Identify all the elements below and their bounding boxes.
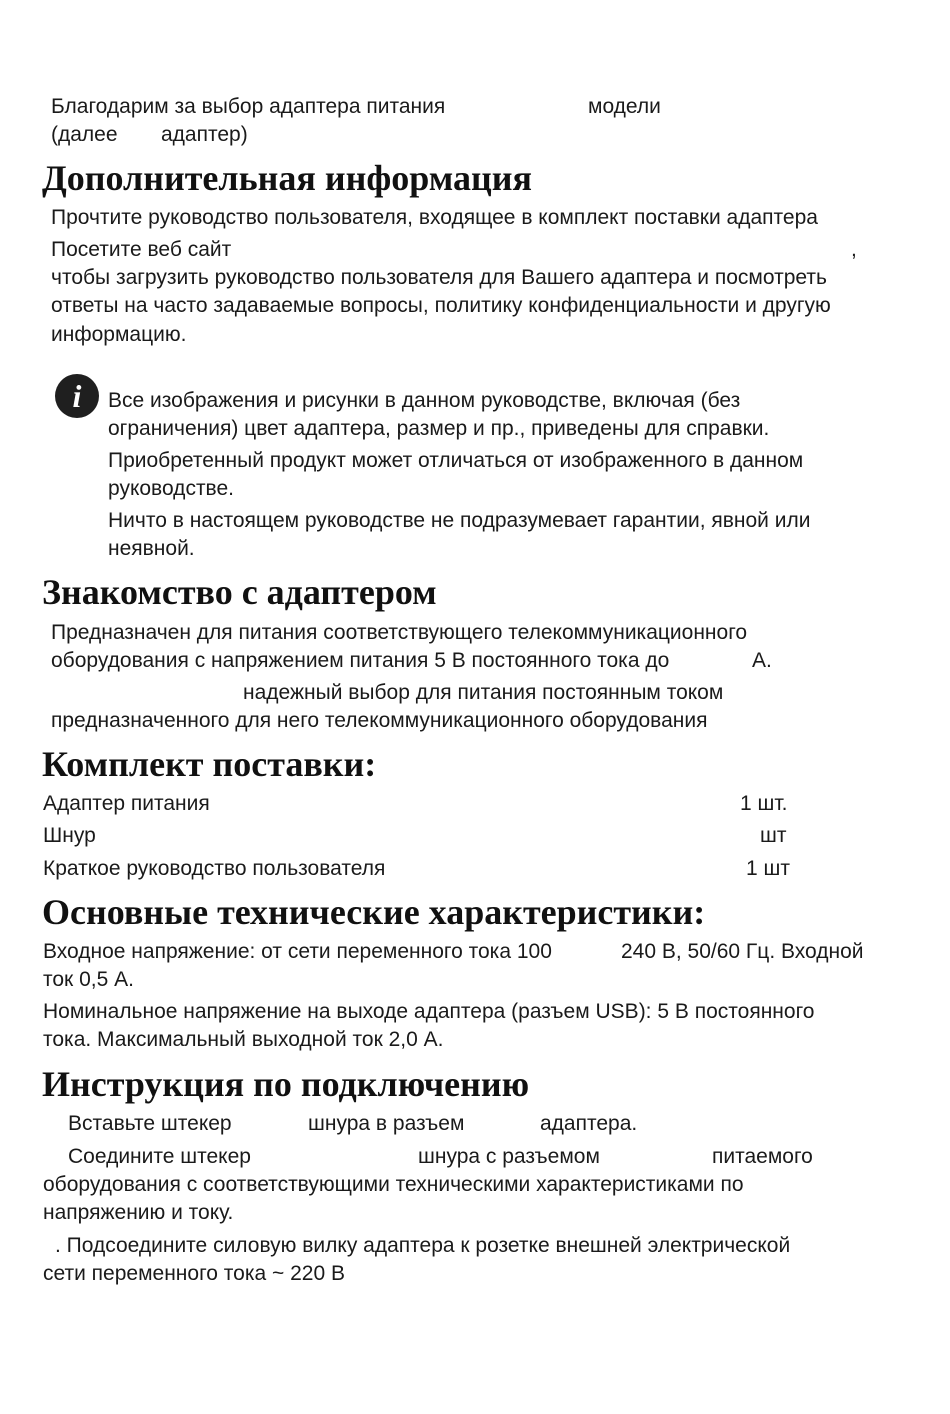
heading-about-adapter: Знакомство с адаптером bbox=[42, 572, 437, 612]
paragraph-line: надежный выбор для питания постоянным током bbox=[243, 681, 724, 704]
step-text: питаемого bbox=[712, 1145, 813, 1168]
step-text: шнура с разъемом bbox=[418, 1145, 600, 1168]
package-item-qty: 1 шт bbox=[746, 857, 790, 880]
intro-line: (далее bbox=[51, 123, 118, 146]
note-line: Ничто в настоящем руководстве не подразумевает гарантии, явной или bbox=[108, 509, 811, 532]
package-item-name: Адаптер питания bbox=[43, 792, 210, 815]
paragraph-line: 240 В, 50/60 Гц. Входной bbox=[621, 940, 864, 963]
paragraph-line: Номинальное напряжение на выходе адаптера (разъем USB): 5 В постоянного bbox=[43, 1000, 815, 1023]
note-line: Приобретенный продукт может отличаться от изображенного в данном bbox=[108, 449, 804, 472]
package-item-name: Краткое руководство пользователя bbox=[43, 857, 386, 880]
step-text: Вставьте штекер bbox=[68, 1112, 232, 1135]
paragraph-line: Посетите веб сайт bbox=[51, 238, 232, 261]
package-item-name: Шнур bbox=[43, 824, 96, 847]
paragraph-comma: , bbox=[851, 238, 857, 261]
paragraph-line: Предназначен для питания соответствующего телекоммуникационного bbox=[51, 621, 748, 644]
heading-package-contents: Комплект поставки: bbox=[42, 744, 377, 784]
paragraph-line: информацию. bbox=[51, 323, 187, 346]
heading-connection: Инструкция по подключению bbox=[42, 1064, 530, 1104]
step-text: адаптера. bbox=[540, 1112, 638, 1135]
info-icon bbox=[55, 374, 99, 418]
package-item-qty: 1 шт. bbox=[740, 792, 788, 815]
paragraph-line: Входное напряжение: от сети переменного тока 100 bbox=[43, 940, 552, 963]
heading-specs: Основные технические характеристики: bbox=[42, 892, 706, 932]
step-text: напряжению и току. bbox=[43, 1201, 234, 1224]
package-item-qty: шт bbox=[760, 824, 787, 847]
info-icon-glyph: i bbox=[72, 378, 82, 414]
paragraph-line: ответы на часто задаваемые вопросы, политику конфиденциальности и другую bbox=[51, 294, 831, 317]
intro-model: модели bbox=[588, 95, 661, 118]
note-line: неявной. bbox=[108, 537, 195, 560]
step-text: . Подсоедините силовую вилку адаптера к розетке внешней электрической bbox=[55, 1234, 791, 1257]
paragraph-line: Прочтите руководство пользователя, входящее в комплект поставки адаптера bbox=[51, 206, 818, 229]
note-line: ограничения) цвет адаптера, размер и пр., приведены для справки. bbox=[108, 417, 770, 440]
step-text: сети переменного тока ~ 220 В bbox=[43, 1262, 345, 1285]
step-text: Соедините штекер bbox=[68, 1145, 251, 1168]
paragraph-line: оборудования с напряжением питания 5 В постоянного тока до bbox=[51, 649, 670, 672]
paragraph-line: чтобы загрузить руководство пользователя для Вашего адаптера и посмотреть bbox=[51, 266, 827, 289]
paragraph-line: предназначенного для него телекоммуникационного оборудования bbox=[51, 709, 708, 732]
intro-line: адаптер) bbox=[161, 123, 248, 146]
heading-additional-info: Дополнительная информация bbox=[42, 158, 532, 198]
step-text: оборудования с соответствующими техническими характеристиками по bbox=[43, 1173, 744, 1196]
intro-line: Благодарим за выбор адаптера питания bbox=[51, 95, 446, 118]
paragraph-line: тока. Максимальный выходной ток 2,0 А. bbox=[43, 1028, 444, 1051]
note-line: руководстве. bbox=[108, 477, 234, 500]
note-line: Все изображения и рисунки в данном руководстве, включая (без bbox=[108, 389, 741, 412]
step-text: шнура в разъем bbox=[308, 1112, 465, 1135]
paragraph-line: А. bbox=[752, 649, 772, 672]
paragraph-line: ток 0,5 А. bbox=[43, 968, 134, 991]
